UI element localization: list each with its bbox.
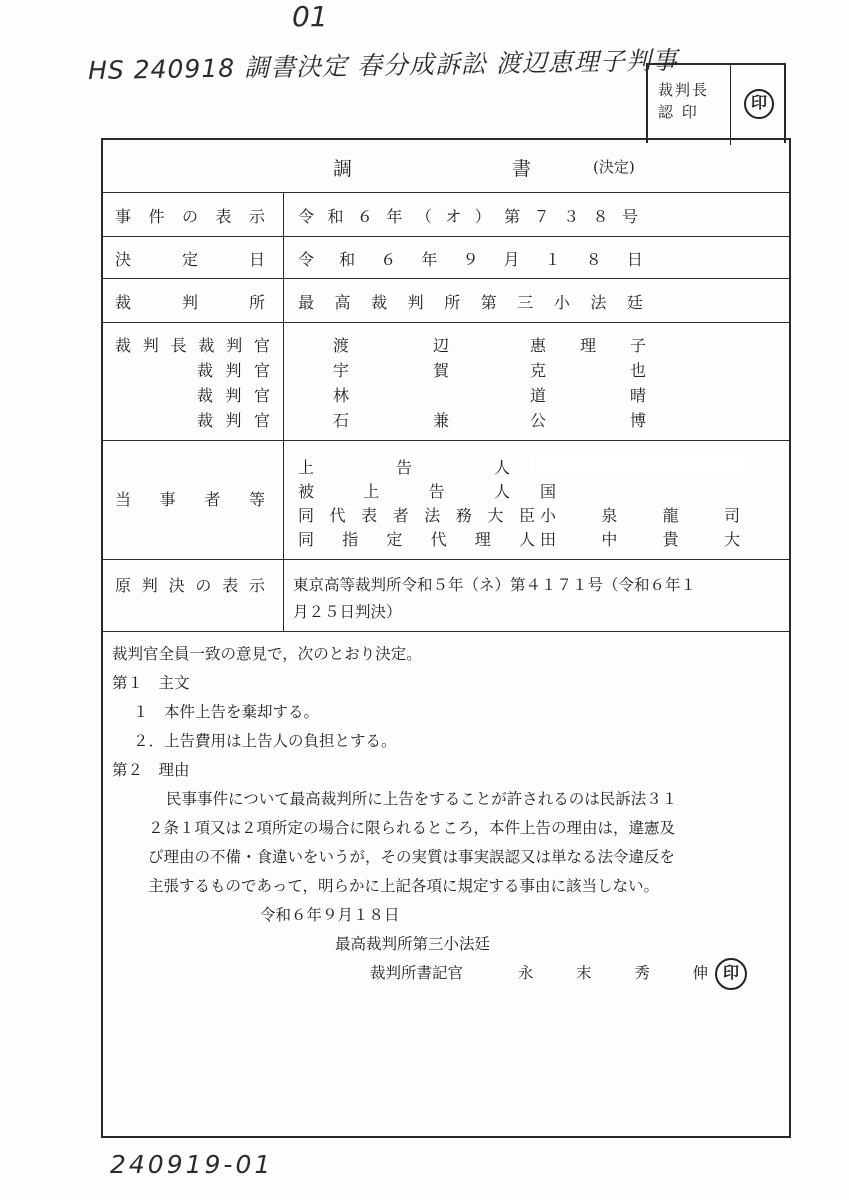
parties-label-cell <box>103 441 284 559</box>
judge-title-2: 裁 判 官 <box>197 386 270 405</box>
approval-divider <box>730 65 731 145</box>
reason-line-3: び理由の不備・食違いをいうが，その実質は事実誤認又は単なる法令違反を <box>148 848 676 866</box>
court-label-cell <box>103 279 284 322</box>
parties-row <box>103 441 789 560</box>
court-name: 最 高 裁 判 所 第 三 小 法 廷 <box>298 293 643 312</box>
handwritten-footer-note: 240919-01 <box>110 1150 274 1179</box>
redacted-appellant-name <box>531 453 746 477</box>
parties-label: 当 事 者 等 <box>115 490 265 509</box>
clerk-seal-icon: 印 <box>715 958 747 990</box>
decision-date: 令 和 ６ 年 ９ 月 １ ８ 日 <box>298 250 643 269</box>
chief-judge-seal-icon: 印 <box>744 89 774 119</box>
judges-row: 裁 判 長 裁 判 官 裁 判 官 裁 判 官 裁 判 官 渡 辺 惠 理 子 宇 賀 克 也 林 道 晴 石 兼 公 博 <box>103 323 789 441</box>
chief-judge-title: 裁 判 長 裁 判 官 <box>115 336 270 355</box>
appellee-name: 国 <box>540 482 557 501</box>
approval-label <box>658 79 722 123</box>
case-label-cell <box>103 192 284 236</box>
representative-role: 同 代 表 者 法 務 大 臣 <box>298 506 535 525</box>
original-judgment-row <box>103 560 789 632</box>
section2-heading: 第２ 理由 <box>112 761 190 779</box>
judge-title-3: 裁 判 官 <box>197 411 270 430</box>
case-number: 令 和 ６ 年 （ オ ） 第 ７ ３ ８ 号 <box>298 207 638 226</box>
date-label-cell <box>103 237 284 278</box>
reason-line-1: 民事事件について最高裁判所に上告をすることが許されるのは民訴法３１ <box>166 790 678 808</box>
representative-name: 小 泉 龍 司 <box>540 506 740 525</box>
ruling-item-2: ２．上告費用は上告人の負担とする。 <box>133 732 397 750</box>
date-label: 決 定 日 <box>115 250 265 269</box>
appellant-role: 上 告 人 <box>298 458 510 477</box>
appellee-role: 被 上 告 人 <box>298 482 510 501</box>
title-row <box>103 140 789 193</box>
approval-label-line1: 裁判長 <box>658 81 710 99</box>
case-label: 事 件 の 表 示 <box>115 207 265 226</box>
agent-role: 同 指 定 代 理 人 <box>298 530 535 549</box>
document-subtitle: (決定) <box>593 158 635 176</box>
original-judgment-label: 原 判 決 の 表 示 <box>115 576 265 595</box>
decision-intro: 裁判官全員一致の意見で，次のとおり決定。 <box>112 645 422 663</box>
decision-date-row <box>103 237 789 279</box>
original-judgment-line2: 月２５日判決） <box>293 603 402 621</box>
signature-date: 令和６年９月１８日 <box>260 906 400 924</box>
reason-line-2: ２条１項又は２項所定の場合に限られるところ，本件上告の理由は，違憲及 <box>148 819 676 837</box>
clerk-title: 裁判所書記官 <box>370 964 464 982</box>
handwritten-mark: 01 <box>292 0 328 33</box>
section1-heading: 第１ 主文 <box>112 674 190 692</box>
case-row <box>103 192 789 237</box>
original-label-cell <box>103 560 284 631</box>
ruling-item-1: １ 本件上告を棄却する。 <box>133 703 320 721</box>
agent-name: 田 中 貴 大 <box>540 530 740 549</box>
decision-record-frame <box>101 138 791 1138</box>
document-title: 調 書 <box>333 158 532 180</box>
clerk-name: 永 末 秀 伸 <box>518 964 708 982</box>
approval-stamp-box <box>646 63 786 143</box>
judges-label-cell <box>103 323 284 440</box>
court-row <box>103 279 789 323</box>
handwritten-header-note: HS 240918 調書決定 春分成訴訟 渡辺恵理子判事 <box>87 45 679 86</box>
reason-line-4: 主張するものであって，明らかに上記各項に規定する事由に該当しない。 <box>148 877 660 895</box>
judge-title-1: 裁 判 官 <box>197 361 270 380</box>
signature-court: 最高裁判所第三小法廷 <box>335 935 491 953</box>
approval-label-line2: 認 印 <box>658 103 699 121</box>
court-label: 裁 判 所 <box>115 293 265 312</box>
original-judgment-line1: 東京高等裁判所令和５年（ネ）第４１７１号（令和６年１ <box>293 576 697 594</box>
